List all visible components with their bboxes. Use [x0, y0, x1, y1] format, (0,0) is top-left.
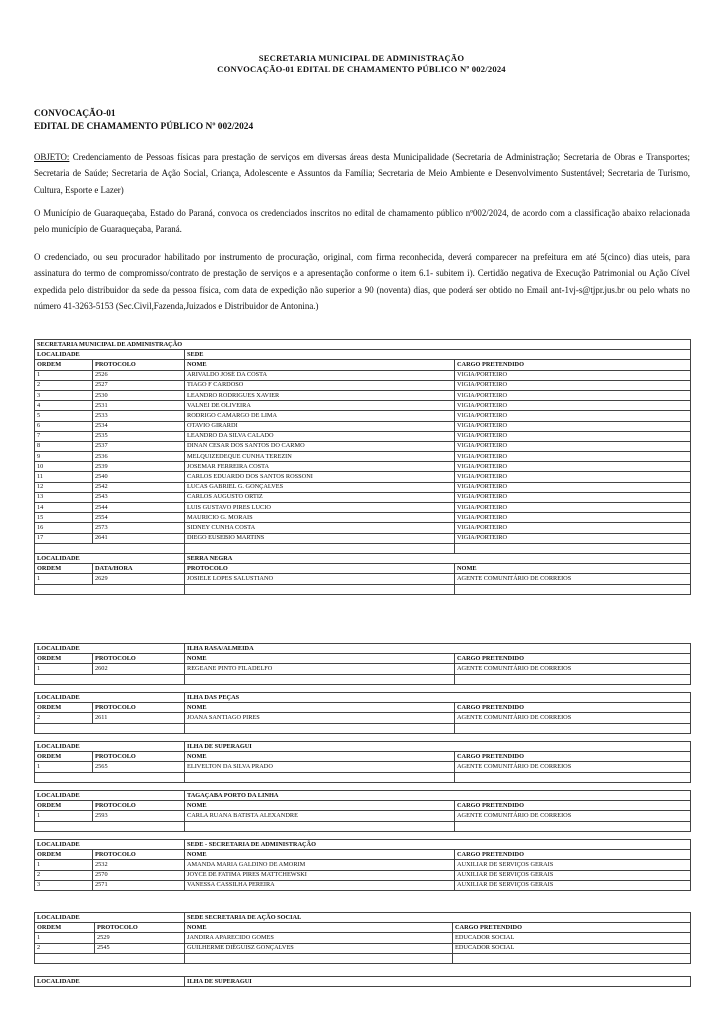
cell: CARLOS AUGUSTO ORTIZ: [185, 492, 455, 502]
cell: 6: [35, 421, 93, 431]
cell: 2536: [93, 452, 185, 462]
col-header: NOME: [185, 654, 455, 664]
cell: 2532: [93, 860, 185, 870]
cell: 2539: [93, 462, 185, 472]
col-header: ORDEM: [35, 654, 93, 664]
table-title-row: [35, 340, 691, 350]
cell: VIGIA/PORTEIRO: [455, 482, 691, 492]
cell: 2526: [93, 370, 185, 380]
objeto-paragraph: [34, 149, 690, 198]
cell: 3: [35, 390, 93, 400]
table-sede-acao-social: [34, 912, 691, 964]
localidade-label: LOCALIDADE: [35, 350, 185, 360]
cell: CARLOS EDUARDO DOS SANTOS ROSSONI: [185, 472, 455, 482]
cell: LUIS GUSTAVO PIRES LUCIO: [185, 503, 455, 513]
localidade-label: LOCALIDADE: [35, 693, 185, 703]
cell: AGENTE COMUNITÁRIO DE CORREIOS: [455, 713, 691, 723]
cell: 2: [35, 943, 95, 953]
table-sede: [34, 339, 691, 595]
localidade-value: ILHA DE SUPERAGUI: [185, 742, 691, 752]
cell: 1: [35, 370, 93, 380]
spacer-row: [35, 543, 691, 553]
cell: ARIVALDO JOSÉ DA COSTA: [185, 370, 455, 380]
spacer-row: [35, 723, 691, 733]
localidade-label: LOCALIDADE: [35, 742, 185, 752]
col-header: ORDEM: [35, 850, 93, 860]
cell: VIGIA/PORTEIRO: [455, 503, 691, 513]
spacer-row: [35, 772, 691, 782]
cell: 2570: [93, 870, 185, 880]
col-header: ORDEM: [35, 360, 93, 370]
cell: 2543: [93, 492, 185, 502]
table-row: [35, 811, 691, 821]
col-header: CARGO PRETENDIDO: [455, 654, 691, 664]
spacer-row: [35, 953, 691, 963]
col-header: ORDEM: [35, 801, 93, 811]
localidade-row: [35, 977, 691, 987]
cell: VIGIA/PORTEIRO: [455, 533, 691, 543]
cell: 2544: [93, 503, 185, 513]
cell: DIEGO EUSEBIO MARTINS: [185, 533, 455, 543]
table-row: [35, 664, 691, 674]
table-row: [35, 472, 691, 482]
cell: SIDNEY CUNHA COSTA: [185, 523, 455, 533]
cell: 1: [35, 811, 93, 821]
col-header: NOME: [185, 801, 455, 811]
cell: JOYCE DE FATIMA PIRES MATTCHEWSKI: [185, 870, 455, 880]
table-row: [35, 943, 691, 953]
cell: VIGIA/PORTEIRO: [455, 431, 691, 441]
objeto-label: OBJETO:: [34, 152, 70, 162]
col-header: ORDEM: [35, 703, 93, 713]
cell: AUXILIAR DE SERVIÇOS GERAIS: [455, 880, 691, 890]
col-header: PROTOCOLO: [93, 850, 185, 860]
cell: LUCAS GABRIEL G. GONÇALVES: [185, 482, 455, 492]
cell: 2542: [93, 482, 185, 492]
col-header: NOME: [185, 360, 455, 370]
cell: AMANDA MARIA GALDINO DE AMORIM: [185, 860, 455, 870]
cell: VIGIA/PORTEIRO: [455, 411, 691, 421]
localidade-row: [35, 791, 691, 801]
cell: 1: [35, 762, 93, 772]
localidade-row: [35, 840, 691, 850]
table-row: [35, 370, 691, 380]
col-header: PROTOCOLO: [185, 564, 455, 574]
cell: 2537: [93, 441, 185, 451]
objeto-text: Credenciamento de Pessoas físicas para prestação de serviços em diversas áreas desta Municipalidade (Secretaria de Administração; Secretaria de Obras e Transportes; Secretaria de Saúde; Secretaria de Ação Social, Criança, Adolescente e Assuntos da Família; Secretaria de Meio Ambiente e Desenvolvimento Sustentável; Secretaria de Turismo, Cultura, Esporte e Lazer): [34, 152, 690, 195]
localidade-value: TAGAÇABA PORTO DA LINHA: [185, 791, 691, 801]
table-row: [35, 870, 691, 880]
col-header: PROTOCOLO: [95, 923, 185, 933]
header-row: [35, 801, 691, 811]
header-row: [35, 564, 691, 574]
table-ilha-de-superagui: [34, 741, 691, 783]
col-header: CARGO PRETENDIDO: [455, 752, 691, 762]
cell: 4: [35, 401, 93, 411]
cell: 2641: [93, 533, 185, 543]
cell: AUXILIAR DE SERVIÇOS GERAIS: [455, 860, 691, 870]
table-ilha-das-pecas: [34, 692, 691, 734]
cell: 2611: [93, 713, 185, 723]
cell: 2: [35, 713, 93, 723]
header-row: [35, 703, 691, 713]
cell: LEANDRO RODRIGUES XAVIER: [185, 390, 455, 400]
localidade-value: SEDE: [185, 350, 691, 360]
cell: 9: [35, 452, 93, 462]
col-header: CARGO PRETENDIDO: [455, 801, 691, 811]
table-row: [35, 411, 691, 421]
instructions-paragraph: O credenciado, ou seu procurador habilitado por instrumento de procuração, original, com firma reconhecida, deverá comparecer na prefeitura em até 5(cinco) dias uteis, para assinatura do termo de compromisso/contrato de prestação de serviços e a apresentação conforme o item 6.1- subitem i). Certidão negativa de Execução Patrimonial ou Ação Cível expedida pelo distribuidor da sede da pessoa física, com data de expedição não superior a 90 (noventa) dias, que poderá ser obtido no Email ant-1vj-s@tjpr.jus.br ou pelo whats no número 41-3263-5153 (Sec.Civil,Fazenda,Juizados e Distribuidor de Antonina.): [34, 252, 690, 311]
header-row: [35, 923, 691, 933]
col-header: PROTOCOLO: [93, 752, 185, 762]
col-header: PROTOCOLO: [93, 654, 185, 664]
col-header: DATA/HORA: [93, 564, 185, 574]
cell: 2527: [93, 380, 185, 390]
col-header: CARGO PRETENDIDO: [455, 360, 691, 370]
col-header: NOME: [455, 564, 691, 574]
localidade-label: LOCALIDADE: [35, 840, 185, 850]
col-header: NOME: [185, 850, 455, 860]
table-row: [35, 880, 691, 890]
table-ilha-de-superagui-2: [34, 976, 691, 987]
cell: 2535: [93, 431, 185, 441]
cell: EDUCADOR SOCIAL: [453, 943, 691, 953]
cell: VIGIA/PORTEIRO: [455, 492, 691, 502]
heading-line-1: CONVOCAÇÃO-01: [34, 109, 116, 119]
localidade-row: [35, 693, 691, 703]
cell: DINAN CESAR DOS SANTOS DO CARMO: [185, 441, 455, 451]
col-header: NOME: [185, 923, 453, 933]
cell: MAURICIO G. MORAIS: [185, 513, 455, 523]
cell: 7: [35, 431, 93, 441]
cell: 1: [35, 574, 93, 584]
cell: VIGIA/PORTEIRO: [455, 472, 691, 482]
header-line-2: CONVOCAÇÃO-01 EDITAL DE CHAMAMENTO PÚBLICO Nº 002/2024: [217, 64, 506, 74]
col-header: PROTOCOLO: [93, 703, 185, 713]
localidade-label: LOCALIDADE: [35, 553, 185, 563]
col-header: PROTOCOLO: [93, 360, 185, 370]
header-row: [35, 654, 691, 664]
header-row: [35, 752, 691, 762]
table-sede-administracao: [34, 839, 691, 891]
cell: 2531: [93, 401, 185, 411]
localidade-row: [35, 913, 691, 923]
table-row: [35, 860, 691, 870]
cell: RODRIGO CAMARGO DE LIMA: [185, 411, 455, 421]
cell: JANDIRA APARECIDO GOMES: [185, 933, 453, 943]
cell: MELQUIZEDEQUE CUNHA TEREZIN: [185, 452, 455, 462]
cell: OTAVIO GIRARDI: [185, 421, 455, 431]
localidade-value: SEDE - SECRETARIA DE ADMINISTRAÇÃO: [185, 840, 691, 850]
cell: EDUCADOR SOCIAL: [453, 933, 691, 943]
cell: CARLA RUANA BATISTA ALEXANDRE: [185, 811, 455, 821]
cell: VIGIA/PORTEIRO: [455, 513, 691, 523]
cell: 2: [35, 380, 93, 390]
cell: VIGIA/PORTEIRO: [455, 523, 691, 533]
cell: 2540: [93, 472, 185, 482]
cell: JOSIELE LOPES SALUSTIANO: [185, 574, 455, 584]
col-header: NOME: [185, 752, 455, 762]
cell: 2602: [93, 664, 185, 674]
table-row: [35, 441, 691, 451]
header-row: [35, 360, 691, 370]
cell: JOANA SANTIAGO PIRES: [185, 713, 455, 723]
cell: VIGIA/PORTEIRO: [455, 452, 691, 462]
table-row: [35, 421, 691, 431]
cell: 2530: [93, 390, 185, 400]
spacer-row: [35, 821, 691, 831]
col-header: ORDEM: [35, 923, 95, 933]
cell: VIGIA/PORTEIRO: [455, 462, 691, 472]
localidade-value: SERRA NEGRA: [185, 553, 691, 563]
table-ilha-rasa: [34, 643, 691, 685]
localidade-row: [35, 742, 691, 752]
table-row: [35, 492, 691, 502]
cell: REGEANE PINTO FILADELFO: [185, 664, 455, 674]
cell: AUXILIAR DE SERVIÇOS GERAIS: [455, 870, 691, 880]
cell: VIGIA/PORTEIRO: [455, 441, 691, 451]
localidade-row: [35, 553, 691, 563]
cell: 2573: [93, 523, 185, 533]
table-tagacaba: [34, 790, 691, 832]
cell: VIGIA/PORTEIRO: [455, 390, 691, 400]
cell: 3: [35, 880, 93, 890]
heading-line-2: EDITAL DE CHAMAMENTO PÚBLICO Nº 002/2024: [34, 122, 254, 132]
col-header: NOME: [185, 703, 455, 713]
localidade-value: ILHA RASA/ALMEIDA: [185, 644, 691, 654]
table-row: [35, 482, 691, 492]
table-row: [35, 401, 691, 411]
cell: 2533: [93, 411, 185, 421]
table-row: [35, 762, 691, 772]
header-line-1: SECRETARIA MUNICIPAL DE ADMINISTRAÇÃO: [258, 53, 465, 63]
cell: TIAGO F CARDOSO: [185, 380, 455, 390]
cell: 2545: [95, 943, 185, 953]
cell: 2529: [95, 933, 185, 943]
cell: 2554: [93, 513, 185, 523]
col-header: PROTOCOLO: [93, 801, 185, 811]
col-header: ORDEM: [35, 752, 93, 762]
table-row: [35, 933, 691, 943]
cell: JOSEMAR FERREIRA COSTA: [185, 462, 455, 472]
cell: VALNEI DE OLIVEIRA: [185, 401, 455, 411]
cell: 14: [35, 503, 93, 513]
cell: 5: [35, 411, 93, 421]
cell: 11: [35, 472, 93, 482]
localidade-label: LOCALIDADE: [35, 644, 185, 654]
table-row: [35, 503, 691, 513]
cell: 15: [35, 513, 93, 523]
col-header: CARGO PRETENDIDO: [455, 850, 691, 860]
table-row: [35, 713, 691, 723]
cell: 1: [35, 860, 93, 870]
cell: 2534: [93, 421, 185, 431]
col-header: CARGO PRETENDIDO: [455, 703, 691, 713]
cell: 10: [35, 462, 93, 472]
cell: 13: [35, 492, 93, 502]
cell: 2629: [93, 574, 185, 584]
localidade-label: LOCALIDADE: [35, 791, 185, 801]
cell: AGENTE COMUNITÁRIO DE CORREIOS: [455, 664, 691, 674]
cell: VIGIA/PORTEIRO: [455, 421, 691, 431]
localidade-value: ILHA DE SUPERAGUI: [185, 977, 691, 987]
localidade-row: [35, 350, 691, 360]
cell: 2571: [93, 880, 185, 890]
cell: GUILHERME DIÊGUISZ GONÇALVES: [185, 943, 453, 953]
cell: 17: [35, 533, 93, 543]
cell: ELIVELTON DA SILVA PRADO: [185, 762, 455, 772]
localidade-label: LOCALIDADE: [35, 913, 185, 923]
cell: VANESSA CASSILHA PEREIRA: [185, 880, 455, 890]
cell: 2: [35, 870, 93, 880]
table-row: [35, 390, 691, 400]
cell: 16: [35, 523, 93, 533]
table-row: [35, 452, 691, 462]
convocation-paragraph: O Município de Guaraqueçaba, Estado do Paraná, convoca os credenciados inscritos no edital de chamamento público nº002/2024, de acordo com a classificação abaixo relacionada pelo município de Guaraqueçaba, Paraná.: [34, 208, 690, 235]
table-title: SECRETARIA MUNICIPAL DE ADMINISTRAÇÃO: [35, 340, 691, 350]
header-row: [35, 850, 691, 860]
cell: VIGIA/PORTEIRO: [455, 370, 691, 380]
col-header: ORDEM: [35, 564, 93, 574]
cell: LEANDRO DA SILVA CALADO: [185, 431, 455, 441]
cell: VIGIA/PORTEIRO: [455, 380, 691, 390]
localidade-value: SEDE SECRETARIA DE AÇÃO SOCIAL: [185, 913, 691, 923]
cell: 12: [35, 482, 93, 492]
table-row: [35, 380, 691, 390]
cell: 1: [35, 933, 95, 943]
cell: 1: [35, 664, 93, 674]
spacer-row: [35, 584, 691, 594]
localidade-label: LOCALIDADE: [35, 977, 185, 987]
table-row: [35, 574, 691, 584]
table-row: [35, 462, 691, 472]
table-row: [35, 523, 691, 533]
cell: 2593: [93, 811, 185, 821]
cell: AGENTE COMUNITÁRIO DE CORREIOS: [455, 574, 691, 584]
cell: 2565: [93, 762, 185, 772]
cell: VIGIA/PORTEIRO: [455, 401, 691, 411]
cell: AGENTE COMUNITÁRIO DE CORREIOS: [455, 762, 691, 772]
spacer-row: [35, 674, 691, 684]
cell: AGENTE COMUNITÁRIO DE CORREIOS: [455, 811, 691, 821]
table-row: [35, 533, 691, 543]
cell: 8: [35, 441, 93, 451]
localidade-row: [35, 644, 691, 654]
table-row: [35, 513, 691, 523]
col-header: CARGO PRETENDIDO: [453, 923, 691, 933]
table-row: [35, 431, 691, 441]
localidade-value: ILHA DAS PEÇAS: [185, 693, 691, 703]
